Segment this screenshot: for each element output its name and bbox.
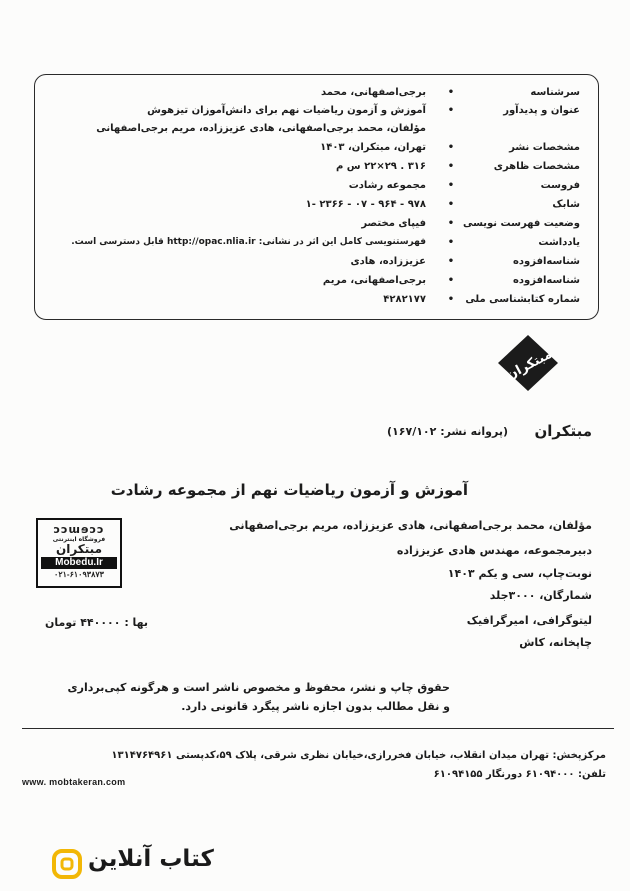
- cip-row: [35, 294, 598, 312]
- stamp-logo: ɔɔɯɘɔɔ: [53, 523, 105, 536]
- printer: چاپخانه، کاش: [519, 636, 592, 649]
- cip-separator: •: [447, 294, 455, 305]
- divider: [22, 728, 614, 729]
- cip-row: [35, 275, 598, 293]
- book-title: آموزش و آزمون ریاضیات نهم از مجموعه رشادت: [110, 481, 468, 499]
- cip-separator: •: [447, 237, 455, 248]
- cip-value: عزیززاده، هادی: [350, 256, 426, 267]
- watermark-text: کتاب آنلاین: [88, 846, 214, 872]
- cip-label: یادداشت: [538, 237, 580, 248]
- store-stamp: [36, 518, 122, 588]
- print-run: شمارگان، ۳۰۰۰جلد: [489, 589, 592, 602]
- cip-row: [35, 105, 598, 123]
- cip-separator: •: [447, 105, 455, 116]
- publisher-license: (پروانه نشر: ۱۶۷/۱۰۲): [387, 425, 508, 438]
- cip-row: [35, 199, 598, 217]
- cip-separator: •: [447, 218, 455, 229]
- cip-label: شابک: [552, 199, 580, 210]
- cip-label: مشخصات ظاهری: [493, 161, 580, 172]
- cip-row: [35, 218, 598, 236]
- cip-label: فروست: [540, 180, 580, 191]
- cip-value: ۴۲۸۲۱۷۷: [383, 294, 426, 305]
- cataloging-in-publication-box: [34, 74, 599, 320]
- rights-line-1: حقوق چاپ و نشر، محفوظ و مخصوص ناشر است و هرگونه کپی‌برداری: [67, 681, 450, 694]
- cip-label: شناسه‌افزوده: [512, 256, 580, 267]
- cip-value: فهرستنویسی کامل این اثر در نشانی: http://opac.nlia.ir قابل دسترسی است.: [71, 237, 426, 247]
- cip-separator: •: [447, 199, 455, 210]
- cip-row: [35, 256, 598, 274]
- cip-row: [35, 237, 598, 255]
- cip-separator: •: [447, 275, 455, 286]
- cip-value: ۹۷۸ - ۹۶۴ - ۰۷ - ۲۳۶۶ -۱: [305, 199, 426, 210]
- cip-row: [35, 180, 598, 198]
- cip-separator: •: [447, 180, 455, 191]
- cip-value: ۳۱۶ . ۲۹×۲۲ س م: [336, 161, 426, 172]
- stamp-url: Mobedu.Ir: [41, 557, 117, 569]
- cip-label: شناسه‌افزوده: [512, 275, 580, 286]
- price: بها : ۴۴۰۰۰۰ تومان: [45, 616, 149, 629]
- svg-text:مبتکران: مبتکران: [503, 346, 555, 384]
- stamp-name: مبتکران: [55, 542, 103, 556]
- rights-line-2: و نقل مطالب بدون اجازه ناشر پیگرد قانونی دارد.: [181, 700, 450, 713]
- authors: مؤلفان، محمد برجی‌اصفهانی، هادی عزیززاده، مریم برجی‌اصفهانی: [229, 519, 592, 532]
- watermark: [52, 846, 272, 880]
- distribution-address: مرکزپخش: تهران میدان انقلاب، خیابان فخررازی،خیابان نظری شرقی، پلاک ۵۹،کدپستی ۱۳۱۴۷۶۴۹۶۱: [111, 750, 606, 761]
- cip-row: [35, 161, 598, 179]
- cip-row: [35, 123, 598, 141]
- cip-label: وضعیت فهرست نویسی: [462, 218, 580, 229]
- cip-value: برجی‌اصفهانی، مریم: [322, 275, 426, 286]
- edition: نوبت‌چاپ، سی و یکم ۱۴۰۳: [447, 567, 592, 580]
- cip-value: برجی‌اصفهانی، محمد: [321, 87, 426, 98]
- stamp-phone: ۰۲۱-۶۱۰۹۳۸۷۳: [54, 570, 104, 579]
- cip-row: [35, 142, 598, 160]
- cip-label: عنوان و پدیدآور: [503, 105, 580, 116]
- cip-label: سرشناسه: [530, 87, 580, 98]
- cip-row: [35, 87, 598, 105]
- watermark-logo-icon: [52, 849, 82, 879]
- publisher-name: مبتکران: [534, 422, 592, 440]
- lithography: لیتوگرافی، امیرگرافیک: [466, 614, 592, 627]
- cip-value: تهران، مبتکران، ۱۴۰۳: [320, 142, 426, 153]
- cip-label: مشخصات نشر: [509, 142, 580, 153]
- cip-separator: •: [447, 87, 455, 98]
- cip-separator: •: [447, 256, 455, 267]
- cip-value: فیپای مختصر: [361, 218, 426, 229]
- cip-separator: •: [447, 142, 455, 153]
- stamp-subtitle: فروشگاه اینترنتی: [52, 536, 106, 543]
- publisher-logo: [496, 333, 560, 393]
- cip-label: شماره کتابشناسی ملی: [465, 294, 580, 305]
- cip-value: مؤلفان، محمد برجی‌اصفهانی، هادی عزیززاده، مریم برجی‌اصفهانی: [96, 123, 426, 134]
- cip-value: آموزش و آزمون ریاضیات نهم برای دانش‌آموزان تیزهوش: [147, 105, 426, 116]
- cip-separator: •: [447, 161, 455, 172]
- series-editor: دبیرمجموعه، مهندس هادی عزیززاده: [396, 544, 592, 557]
- cip-value: مجموعه رشادت: [348, 180, 426, 191]
- contact-phone: تلفن: ۶۱۰۹۴۰۰۰ دورنگار ۶۱۰۹۴۱۵۵: [433, 769, 606, 780]
- website: www. mobtakeran.com: [22, 777, 126, 787]
